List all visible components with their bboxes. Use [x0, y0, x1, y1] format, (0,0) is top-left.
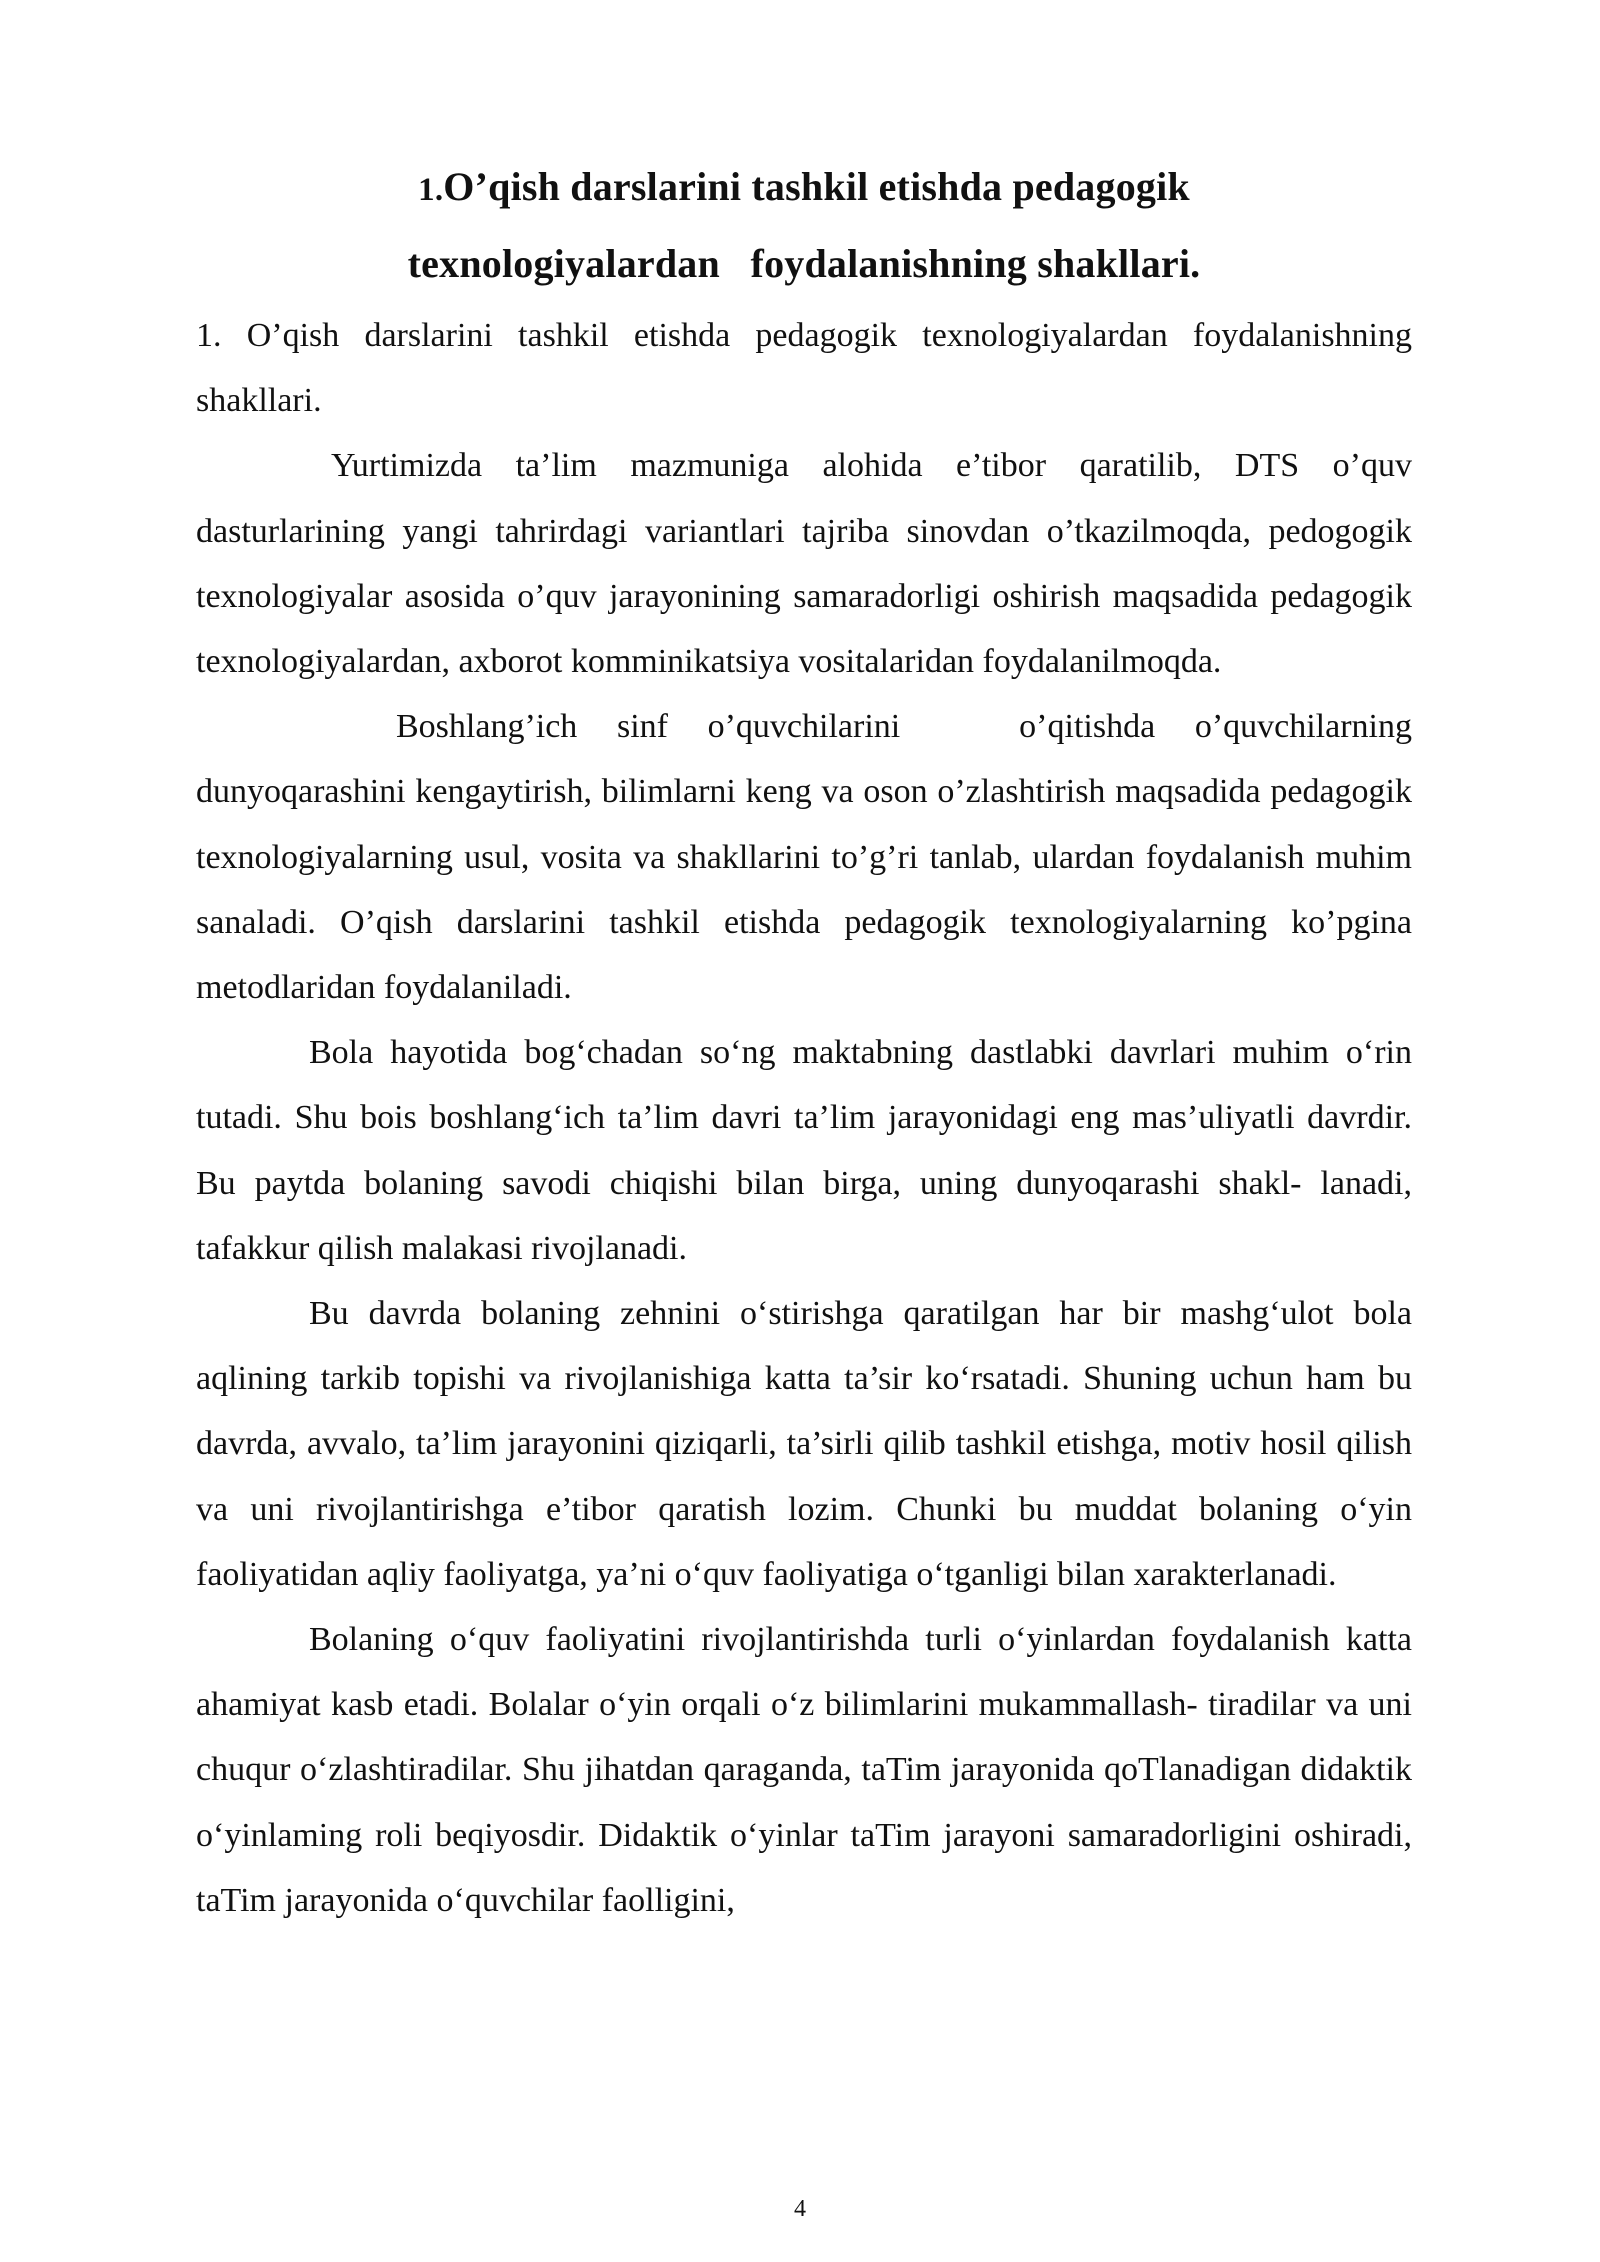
- title-line-2: texnologiyalardan foydalanishning shakllari.: [407, 241, 1201, 286]
- title-line-1: [418, 164, 1190, 209]
- document-page: [196, 150, 1421, 1933]
- paragraph-intro: Yurtimizda ta’lim mazmuniga alohida e’tibor qaratilib, DTS o’quv dasturlarining yangi tahrirdagi variantlari tajriba sinovdan o’tkazilmoqda, pedogogik texnologiyalar asosida o’quv jarayonining samaradorligi oshirish maqsadida pedagogik texnologiyalardan, axborot komminikatsiya vositalaridan foydalanilmoqda.: [196, 447, 1412, 681]
- title-number: 1.: [418, 172, 444, 208]
- paragraph-mind-development: Bu davrda bolaning zehnini o‘stirishga qaratilgan har bir mashg‘ulot bola aqlining tarkib topishi va rivojlanishiga katta ta’sir ko‘rsatadi. Shuning uchun ham bu davrda, avvalo, ta’lim jarayonini qiziqarli, ta’sirli qilib tashkil etishga, motiv hosil qilish va uni rivojlantirishga e’tibor qaratish lozim. Chunki bu muddat bolaning o‘yin faoliyatidan aqliy faoliyatga, ya’ni o‘quv faoliyatiga o‘tganligi bilan xarakterlanadi.: [196, 1295, 1412, 1593]
- paragraph-primary-school: Boshlang’ich sinf o’quvchilarini o’qitishda o’quvchilarning dunyoqarashini kengaytirish, bilimlarni keng va oson o’zlashtirish maqsadida pedagogik texnologiyalarning usul, vosita va shakllarini to’g’ri tanlab, ulardan foydalanish muhim sanaladi. O’qish darslarini tashkil etishda pedagogik texnologiyalarning ko’pgina metodlaridan foydalaniladi.: [196, 708, 1421, 1007]
- title-line-1-text: O’qish darslarini tashkil etishda pedagogik: [443, 164, 1190, 209]
- document-title: [196, 150, 1412, 301]
- paragraph-child-life: Bola hayotida bog‘chadan so‘ng maktabning dastlabki davrlari muhim o‘rin tutadi. Shu bois boshlang‘ich ta’lim davri ta’lim jarayonidagi eng mas’uliyatli davrdir. Bu paytda bolaning savodi chiqishi bilan birga, uning dunyoqarashi shakl- lanadi, tafakkur qilish malakasi rivojlanadi.: [196, 1034, 1412, 1267]
- paragraph-games: Bolaning o‘quv faoliyatini rivojlantirishda turli o‘yinlardan foydalanish katta ahamiyat kasb etadi. Bolalar o‘yin orqali o‘z bilimlarini mukammallash- tiradilar va uni chuqur o‘zlashtiradilar. Shu jihatdan qaraganda, taTim jarayonida qoTlanadigan didaktik o‘yinlaming roli beqiyosdir. Didaktik o‘yinlar taTim jarayoni samaradorligini oshiradi, taTim jarayonida o‘quvchilar faolligini,: [196, 1621, 1412, 1919]
- page-number: 4: [794, 2196, 806, 2222]
- paragraph-section-heading: 1. O’qish darslarini tashkil etishda pedagogik texnologiyalardan foydalanishning shakllari.: [196, 317, 1412, 420]
